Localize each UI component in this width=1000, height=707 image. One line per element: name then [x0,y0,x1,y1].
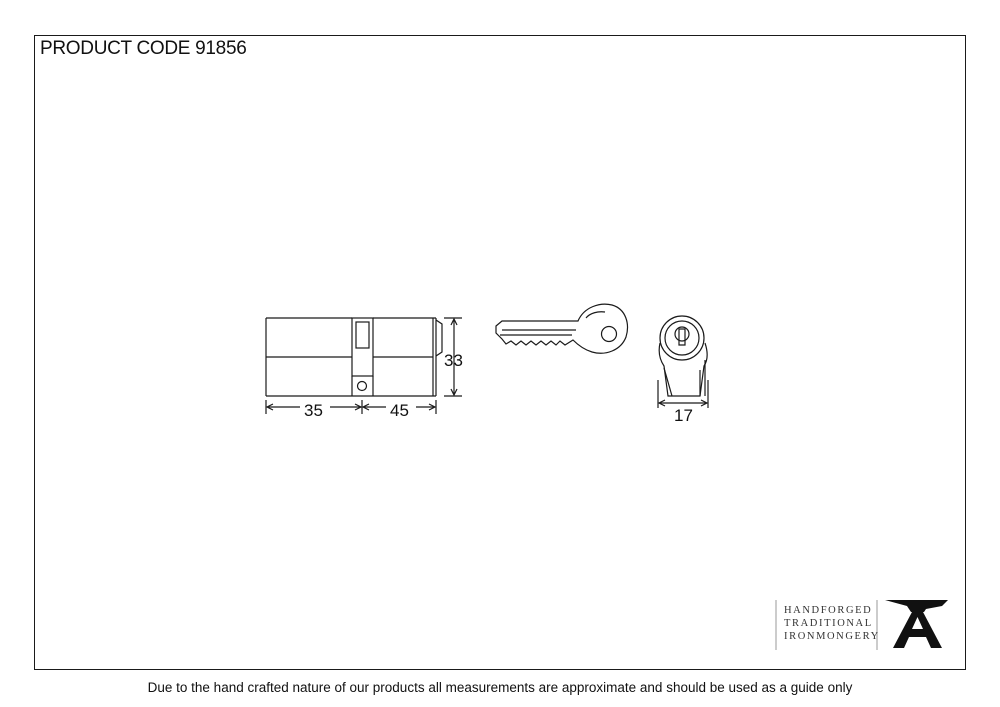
euro-cylinder-side-view [266,318,442,396]
anvil-a-icon [885,600,948,648]
logo-line-3: IRONMONGERY [784,631,880,642]
right-length-label: 45 [390,401,409,420]
logo-line-2: TRADITIONAL [784,618,873,629]
product-code-label: PRODUCT CODE 91856 [40,38,247,59]
measurement-disclaimer: Due to the hand crafted nature of our products all measurements are approximate and should be used as a guide only [147,680,853,695]
key-illustration [496,304,627,353]
logo-line-1: HANDFORGED [784,605,873,616]
euro-cylinder-end-view [659,316,707,396]
length-dimension-lines [266,400,436,414]
height-label: 33 [444,351,463,370]
left-length-label: 35 [304,401,323,420]
width-label: 17 [674,406,693,425]
logo-wordmark [784,604,880,643]
